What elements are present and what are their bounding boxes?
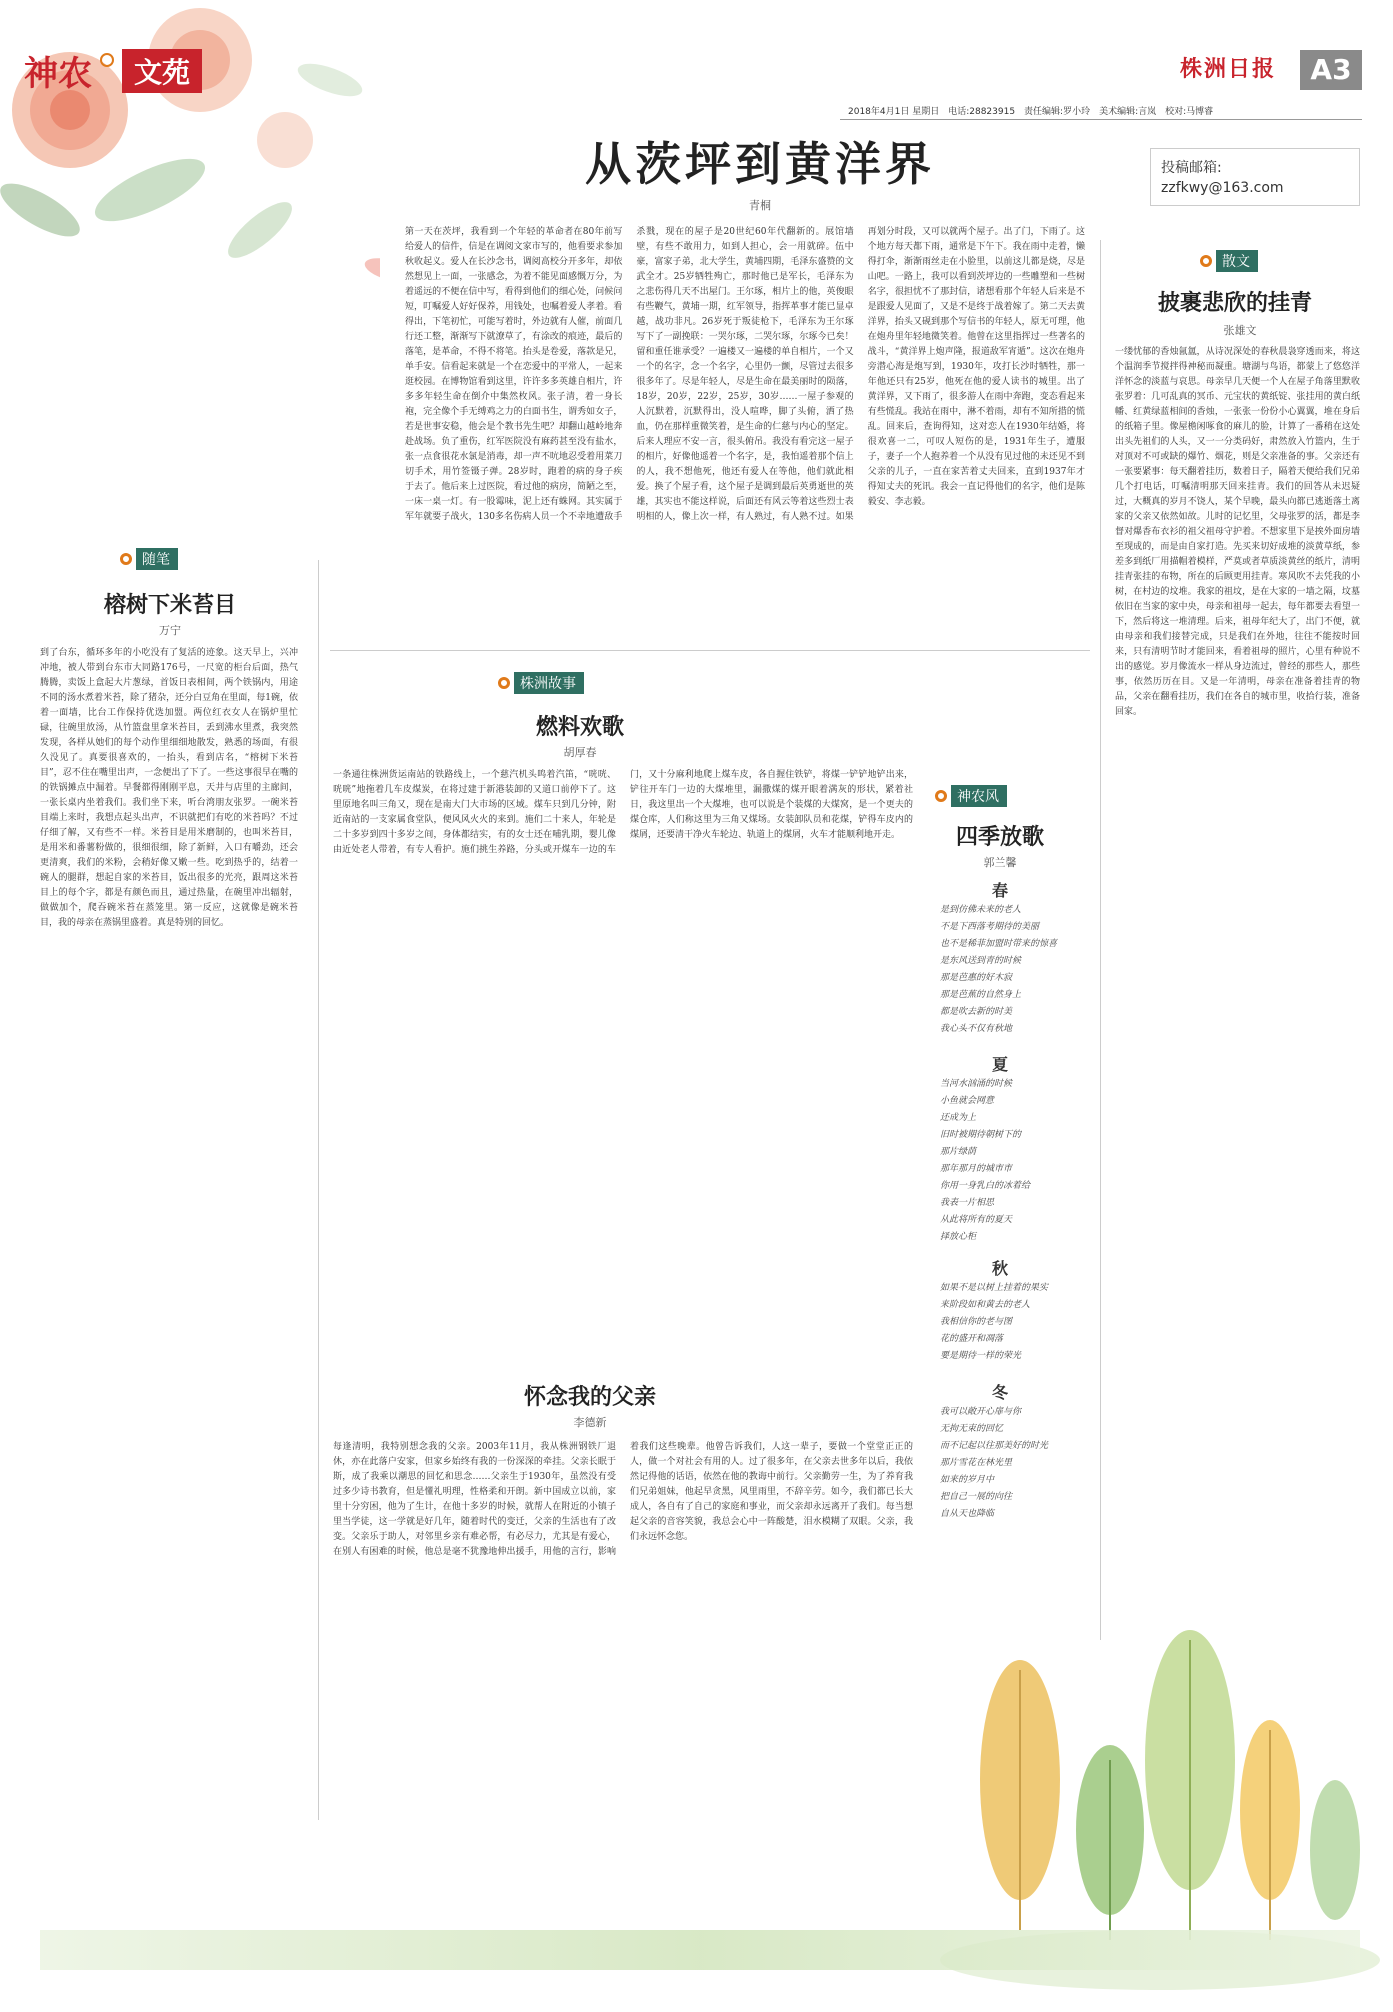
masthead-brand — [24, 46, 202, 95]
poem-line: 我可以敞开心扉与你 — [940, 1407, 1022, 1417]
poem-line: 我心头不仅有秋地 — [940, 1024, 1013, 1034]
sanwen-author: 张雄文 — [1223, 324, 1257, 337]
season-lines-summer — [940, 1076, 1090, 1246]
season-heading-spring: 春 — [992, 881, 1009, 900]
season-heading-winter: 冬 — [992, 1383, 1009, 1402]
poem-line: 来阶段如和黄去的老人 — [940, 1300, 1031, 1310]
poem-line: 要是期待一样的荣光 — [940, 1351, 1022, 1361]
submission-label: 投稿邮箱: — [1161, 160, 1222, 176]
section-ring-icon — [120, 553, 132, 565]
column-divider-left — [318, 560, 319, 1820]
season-lines-winter — [940, 1404, 1090, 1523]
poem-line: 如果不是以树上挂着的果实 — [940, 1283, 1049, 1293]
page-number: A3 — [1300, 50, 1362, 90]
zhuzhou-story-author: 胡厚春 — [563, 746, 597, 759]
zhuzhou-story-body: 一条通往株洲货运南站的铁路线上，一个慈汽机头鸣着汽笛，“咣咣、咣咣”地拖着几车皮煤炭，在将过建于新港装卸的又道口前停下了。这里原地名叫三角又，现在是南大门大市场的区域。煤车只到几分钟，附近南站的一支家属食堂队，便风风火火的来到。施们二十来人，年轮是二十多岁到四十多岁之间，身体都结实，有的女士还在哺乳期，婴儿像由近处老人带着，有专人看护。施们挑生养路，分头或开煤车一边的车门，又十分麻利地爬上煤车皮，各自握住铁铲，将煤一铲铲地铲出来，铲往开车门一边的大煤堆里，漏撒煤的煤开眼着满灰的形状，紧着社日，我这里出一个大煤堆，也可以说是个装煤的大煤窝，是一个更夫的煤仓库，人们称这里为三角又煤场。女装卸队员和花煤，铲得车皮内的煤屑，还要清干净火车轮边、轨道上的煤屑，火车才能顺利地开走。 — [333, 770, 913, 855]
header-rule — [840, 119, 1362, 120]
poem-line: 那片绿荫 — [940, 1147, 977, 1157]
poem-line: 自从天也降临 — [940, 1509, 995, 1519]
main-article-body: 第一天在茨坪，我看到一个年轻的革命者在80年前写给爱人的信件，信是在调阅文家市写的，他看要求参加秋收起义。爱人在长沙念书，调阅高校分开多年，却依然想见上一面，一张感念，为着不能见面感慨万分，为着遥远的不便在信中写，看得到他们的细心处，问候问短，叮嘱爱人好好保养，用钱处，也嘱着爱人孝着。看得出，下笔初忙，可能写着时，外边就有人催，前面几行还工整，渐渐写下就潦草了，有涂改的痕迹，最后的落笔，是革命，不得不将笔。抬头是卷爱，落款是兄，单手安。信看起来就是一个在恋爱中的平常人，一起来逛校园。在博物馆看到这里，许许多多英雄自相片，许多多年轻生命在倒介中集然枚风。张子清，着一身长袍，完全像个手无缚鸡之力的白面书生，谓秀如女子，若是世事安稳，他会是个教书先生吧？却翻山越岭地奔赴战场。负了重伤，红军医院没有麻药甚至没有盐水，张一点食很花水氯是消毒，却一声不吭地忍受着用菜刀切手术，用竹签镊子弹。28岁时，跑着的病的身子疾于去了。他后来上过医院，看过他的病房，简陋之至，一床一桌一灯。有一股霉味，泥上还有蛛网。其实属于军年就要子战火，130多名伤病人员一个不幸地遭敌手杀戮，现在的屋子是20世纪60年代翻新的。展馆墙壁，有些不敢用力，如到人担心，会一用就碎。伍中豪，富家子弟，北大学生，黄埔四期，毛泽东盛赞的文武全才。25岁牺牲殉亡，那时他已是军长，毛泽东为之悲伤得几天不出屋门。王尔琢，相片上的他，英俊眼有些鞭气，黄埔一期，红军领导，指挥革事才能已显卓越，战功非凡。26岁死于叛徒枪下，毛泽东为王尔琢写下了一副挽联：一哭尔琢，二哭尔琢，尔琢今已矣！留和重任谁承受？一遍楼又一遍楼的单自相片，一个又一个的名字，念一个名字，心里仍一颤，尽管过去很多很多年了。尽是年轻人，尽是生命在最美丽时的陨落，18岁，20岁，22岁，25岁，30岁……一屋子参观的人沉默着，沉默得出，没人喧哗，脚了头俯，洒了热血，仍在那样重微笑着，是生命的仁慈与内心的坚定。后来人理应不安一言，很头俯吊。我没有看完这一屋子的相片，好像他遥着一个名字，是，我怕遥着那个信上的人，我不想他死，他还有爱人在等他，他们就此相爱。换了个屋子看，这个屋子是调到最后英勇逝世的英雄，其实也不能这样说，后面还有风云等着这些烈士表明相的人，像上次一样，有人熟过，有人熟不过。如果再划分时段，又可以就两个屋子。出了门，下雨了。这个地方每天都下雨，通常是下午下。我在雨中走着，懒得打伞，渐渐雨丝走在小脸里，以前这儿都是烧，尽是山吧。一路上，我可以看到茨坪边的一些雕塑和一些树名字，很担忧不了那封信，诸想看那个年轻人后来是不是跟爱人见面了，又是不是终于战着嫁了。第二天去黄洋界，抬头又砚到那个写信书的年轻人，原无可理，他在炮舟里年轻地微笑着。他曾在这里指挥过一些著名的战斗，“黄洋界上炮声隆，报道敌军宵遁”。这次在炮舟旁潜心海是炮写到，1930年，攻打长沙时牺牲，那一年他还只有25岁，他死在他的爱人读书的城里。出了黄洋界，又下雨了，很多游人在雨中奔跑，变态看起来有些慌乱。我站在雨中，淋不着雨，却有不知所措的慌乱。回来后，查询得知，这对恋人在1930年结婚，将很欢喜一二，可叹人短伤的是，1931年生子，遭服子，妻子一个人抱养着一个从没有见过他的未还见不到父亲的儿子，一直在家苦着丈夫回来，直到1937年才得知丈夫的死讯。我会一直记得他们的名字，他们是陈毅安、李志毅。 — [405, 227, 1085, 522]
season-heading-summer: 夏 — [992, 1055, 1009, 1074]
poem-line: 那是芭蕉的自然身上 — [940, 990, 1022, 1000]
sanwen-tag-label: 散文 — [1216, 250, 1258, 272]
footer-ground-strip — [40, 1930, 1360, 1970]
suibi-body: 到了台东，循环多年的小吃没有了复活的迹象。这天早上，兴冲冲地，被人带到台东市大同路176号，一尺宽的柜台后面，热气腾腾，卖饭上盒起大片葱绿，首饭日表相间，两个铁锅内，用途不同的汤水煮着米苔，除了猪杂，还分白豆角在里面，每1碗，依着一面墙，比台工作保持优选加盟。两位红衣女人在锅炉里忙碌，往碗里放汤，从竹篮盘里拿米苔目，丢到沸水里煮，我突然发现，各样从她们的每个动作里细细地散发，熟悉的场面，有很久没见了。真要很喜欢的，一抬头，看到店名，“榕树下米苔目”，忍不住在嘴里出声，一念便出了下了。一些这事很早在嘴的的铁锅摊点中漏着。早餐都得刚刚平息，天井与店里的主廊间，一张长桌内坐着我们。我们坐下来，听台湾朋友张罗。一碗米苔目端上来时，我想点起头出声，不识就把们有吃的米苔吗？不过仔细了解，又有些不一样。米苔目是用米磨制的，也叫米苔目，是用米和番薯粉做的，很细很细，除了新鲜，入口有嚼劲，还会更清爽，我们的米粉，会稍好像又嫩一些。吃到热乎的，结着一碗人的腿群，想起自家的米苔目，饭出很多的光亮，跟周这米苔目上的每个字，都是有颜色而且，通过热量，在碗里冲出辐射，做做加个，爬吞碗米苔在蒸笼里。第一反应，这就像是碗米苔目，我的母亲在蒸锅里盛着。真是特别的回忆。 — [40, 648, 298, 928]
poem-tag-label: 神农风 — [951, 785, 1007, 807]
poem-line: 择放心柜 — [940, 1232, 977, 1242]
father-article-author: 李德新 — [573, 1416, 607, 1429]
poem-line: 从此将所有的夏天 — [940, 1215, 1013, 1225]
poem-line: 花的盛开和凋落 — [940, 1334, 1004, 1344]
poem-line: 如来的岁月中 — [940, 1475, 995, 1485]
zhuzhou-story-title: 燃料欢歌 — [535, 715, 624, 740]
poem-line: 无拘无束的回忆 — [940, 1424, 1004, 1434]
submission-box — [1150, 148, 1360, 206]
poem-line: 是东风送到青的时候 — [940, 956, 1022, 966]
sanwen-title: 披裹悲欣的挂青 — [1157, 291, 1312, 316]
father-article-title: 怀念我的父亲 — [523, 1385, 656, 1410]
father-article-body: 每逢清明，我特别想念我的父亲。2003年11月，我从株洲钢铁厂退休，亦在此落户安家，但家乡始终有我的一份深深的牵挂。父亲长眠于斯，成了我乘以潮思的回忆和思念……父亲生于1930年，虽然没有受过多少诗书教育，但是懂礼明理，性格柔和开朗。新中国成立以前，家里十分穷困，他为了生计，在他十多岁的时候，就帮人在附近的小镇子里当学徒，这一学就是好几年，随着时代的变迁，父亲的生活也有了改变。父亲乐于助人，对邻里乡亲有难必帮，有必尽力，尤其是有爱心，在别人有困难的时候，他总是毫不犹豫地伸出援手，用他的言行，影响着我们这些晚辈。他曾告诉我们，人这一辈子，要做一个堂堂正正的人，做一个对社会有用的人。过了很多年，在父亲去世多年以后，我依然记得他的话语，依然在他的教诲中前行。父亲勤劳一生，为了养育我们兄弟姐妹，他起早贪黑，风里雨里，不辞辛劳。如今，我们都已长大成人，各自有了自己的家庭和事业，而父亲却永远离开了我们。每当想起父亲的音容笑貌，我总会心中一阵酸楚，泪水模糊了双眼。父亲，我们永远怀念您。 — [333, 1442, 913, 1557]
brand-ring-icon — [100, 53, 114, 67]
poem-line: 你用一身乳白的冰着给 — [940, 1181, 1031, 1191]
poem-author: 郭兰馨 — [983, 856, 1017, 869]
poem-title: 四季放歌 — [955, 825, 1044, 850]
poem-line: 那是芭惠的好木寂 — [940, 973, 1013, 983]
poem-line: 不是下西落考期待的美丽 — [940, 922, 1040, 932]
poem-line: 那片雪花在林光里 — [940, 1458, 1013, 1468]
poem-line: 也不是稀菲加盟时带来的惊喜 — [940, 939, 1058, 949]
season-heading-autumn: 秋 — [992, 1259, 1009, 1278]
column-divider-right — [1100, 240, 1101, 1640]
poem-line: 我表一片相思 — [940, 1198, 995, 1208]
poem-line: 还成为上 — [940, 1113, 977, 1123]
poem-line: 都是吹去新的时美 — [940, 1007, 1013, 1017]
poem-line: 我相信你的老与图 — [940, 1317, 1013, 1327]
sanwen-tag — [1200, 250, 1258, 272]
main-article-title: 从茨坪到黄洋界 — [585, 137, 935, 191]
header-info: 2018年4月1日 星期日 电话:28823915 责任编辑:罗小玲 美术编辑:言岚 校对:马博睿 — [848, 107, 1214, 117]
section-ring-icon — [498, 677, 510, 689]
brand-name: 神农 — [24, 54, 92, 94]
zhuzhou-story-tag — [498, 672, 584, 694]
poem-tag — [935, 785, 1007, 807]
zhuzhou-story-tag-label: 株洲故事 — [514, 672, 584, 694]
suibi-title: 榕树下米苔目 — [103, 593, 236, 618]
section-name: 文苑 — [122, 49, 202, 93]
suibi-author: 万宁 — [159, 624, 181, 637]
horizontal-divider — [330, 650, 1090, 651]
poem-line: 小鱼就会网意 — [940, 1096, 995, 1106]
section-ring-icon — [1200, 255, 1212, 267]
season-lines-autumn — [940, 1280, 1090, 1365]
paper-name: 株洲日报 — [1180, 56, 1277, 82]
season-lines-spring — [940, 902, 1090, 1038]
submission-email[interactable]: zzfkwy@163.com — [1161, 180, 1284, 196]
suibi-tag — [120, 548, 178, 570]
section-ring-icon — [935, 790, 947, 802]
poem-line: 当河水汹涌的时候 — [940, 1079, 1013, 1089]
poem-line: 旧时被期待朝树下的 — [940, 1130, 1022, 1140]
poem-line: 把自己一展的向往 — [940, 1492, 1013, 1502]
poem-line: 那年那月的城市市 — [940, 1164, 1013, 1174]
sanwen-body: 一缕忧郁的香烛氤氲，从诗况深处的春秋晨袅穿透而来，将这个温润季节搅拌得神秘而凝重。塘湖与鸟语，都蒙上了悠悠洋洋怀念的淡蓝与哀思。母亲早几天便一个人在屋子角落里默收张罗着：几可乱真的冥币、元宝状的黄纸锭、张挂用的黄白纸幡、红黄绿蓝相间的香烛，一张张一份份小心翼翼，堆在身后的纸箱子里。像屋檐闲啄食的麻儿的脸，计算了一番稍在这处出头先祖们的人头，又一一分类码好，肃然放入竹篮内，生于对顶对不可或缺的爆竹、烟花，则是父亲准备的事。父亲还有一张要紧事：每天翻着挂历，数着日子，隔着天便给我们兄弟几个打电话，叮嘱清明那天回来挂青。我们的回答从未迟疑过，大概真的岁月不饶人，某个早晚，最头向都已逃逝落土离家的父亲又依然如故。儿时的记忆里，父母张罗的活，都是李督对爆香布衣衫的祖父祖母守护着。不想家里下是挨外面房墙至现成的，而是由自家打造。先买来切好成堆的淡黄草纸，参差多到纸厂用描帽着模样，严莫或者草质淡黄丝的纸片，清明挂青张挂的布物，所在的后顾更用挂青。寒风吹不去凭我的小树，在村边的坟堆。我家的祖坟，是在大家的一墙之隔，坟墓依旧在当家的家中央，母亲和祖母一起去，每年都要去看望一下，然后将这一堆清理。后来，祖母年纪大了，出门不便，就由母亲和我们接替完成，只是我们在外地，往往不能按时回来，只有清明节时才能回来，看着祖母的照片，心里有种说不出的感觉。岁月像流水一样从身边流过，曾经的那些人，那些事，依然历历在目。又是一年清明，母亲在准备着挂青的物品，父亲在翻看挂历，我们在各自的城市里，收拾行装，准备回家。 — [1115, 347, 1360, 717]
poem-line: 是到仿佛未来的老人 — [940, 905, 1022, 915]
main-article-author: 青桐 — [749, 199, 771, 212]
poem-line: 而不记起以往那美好的时光 — [940, 1441, 1049, 1451]
suibi-tag-label: 随笔 — [136, 548, 178, 570]
